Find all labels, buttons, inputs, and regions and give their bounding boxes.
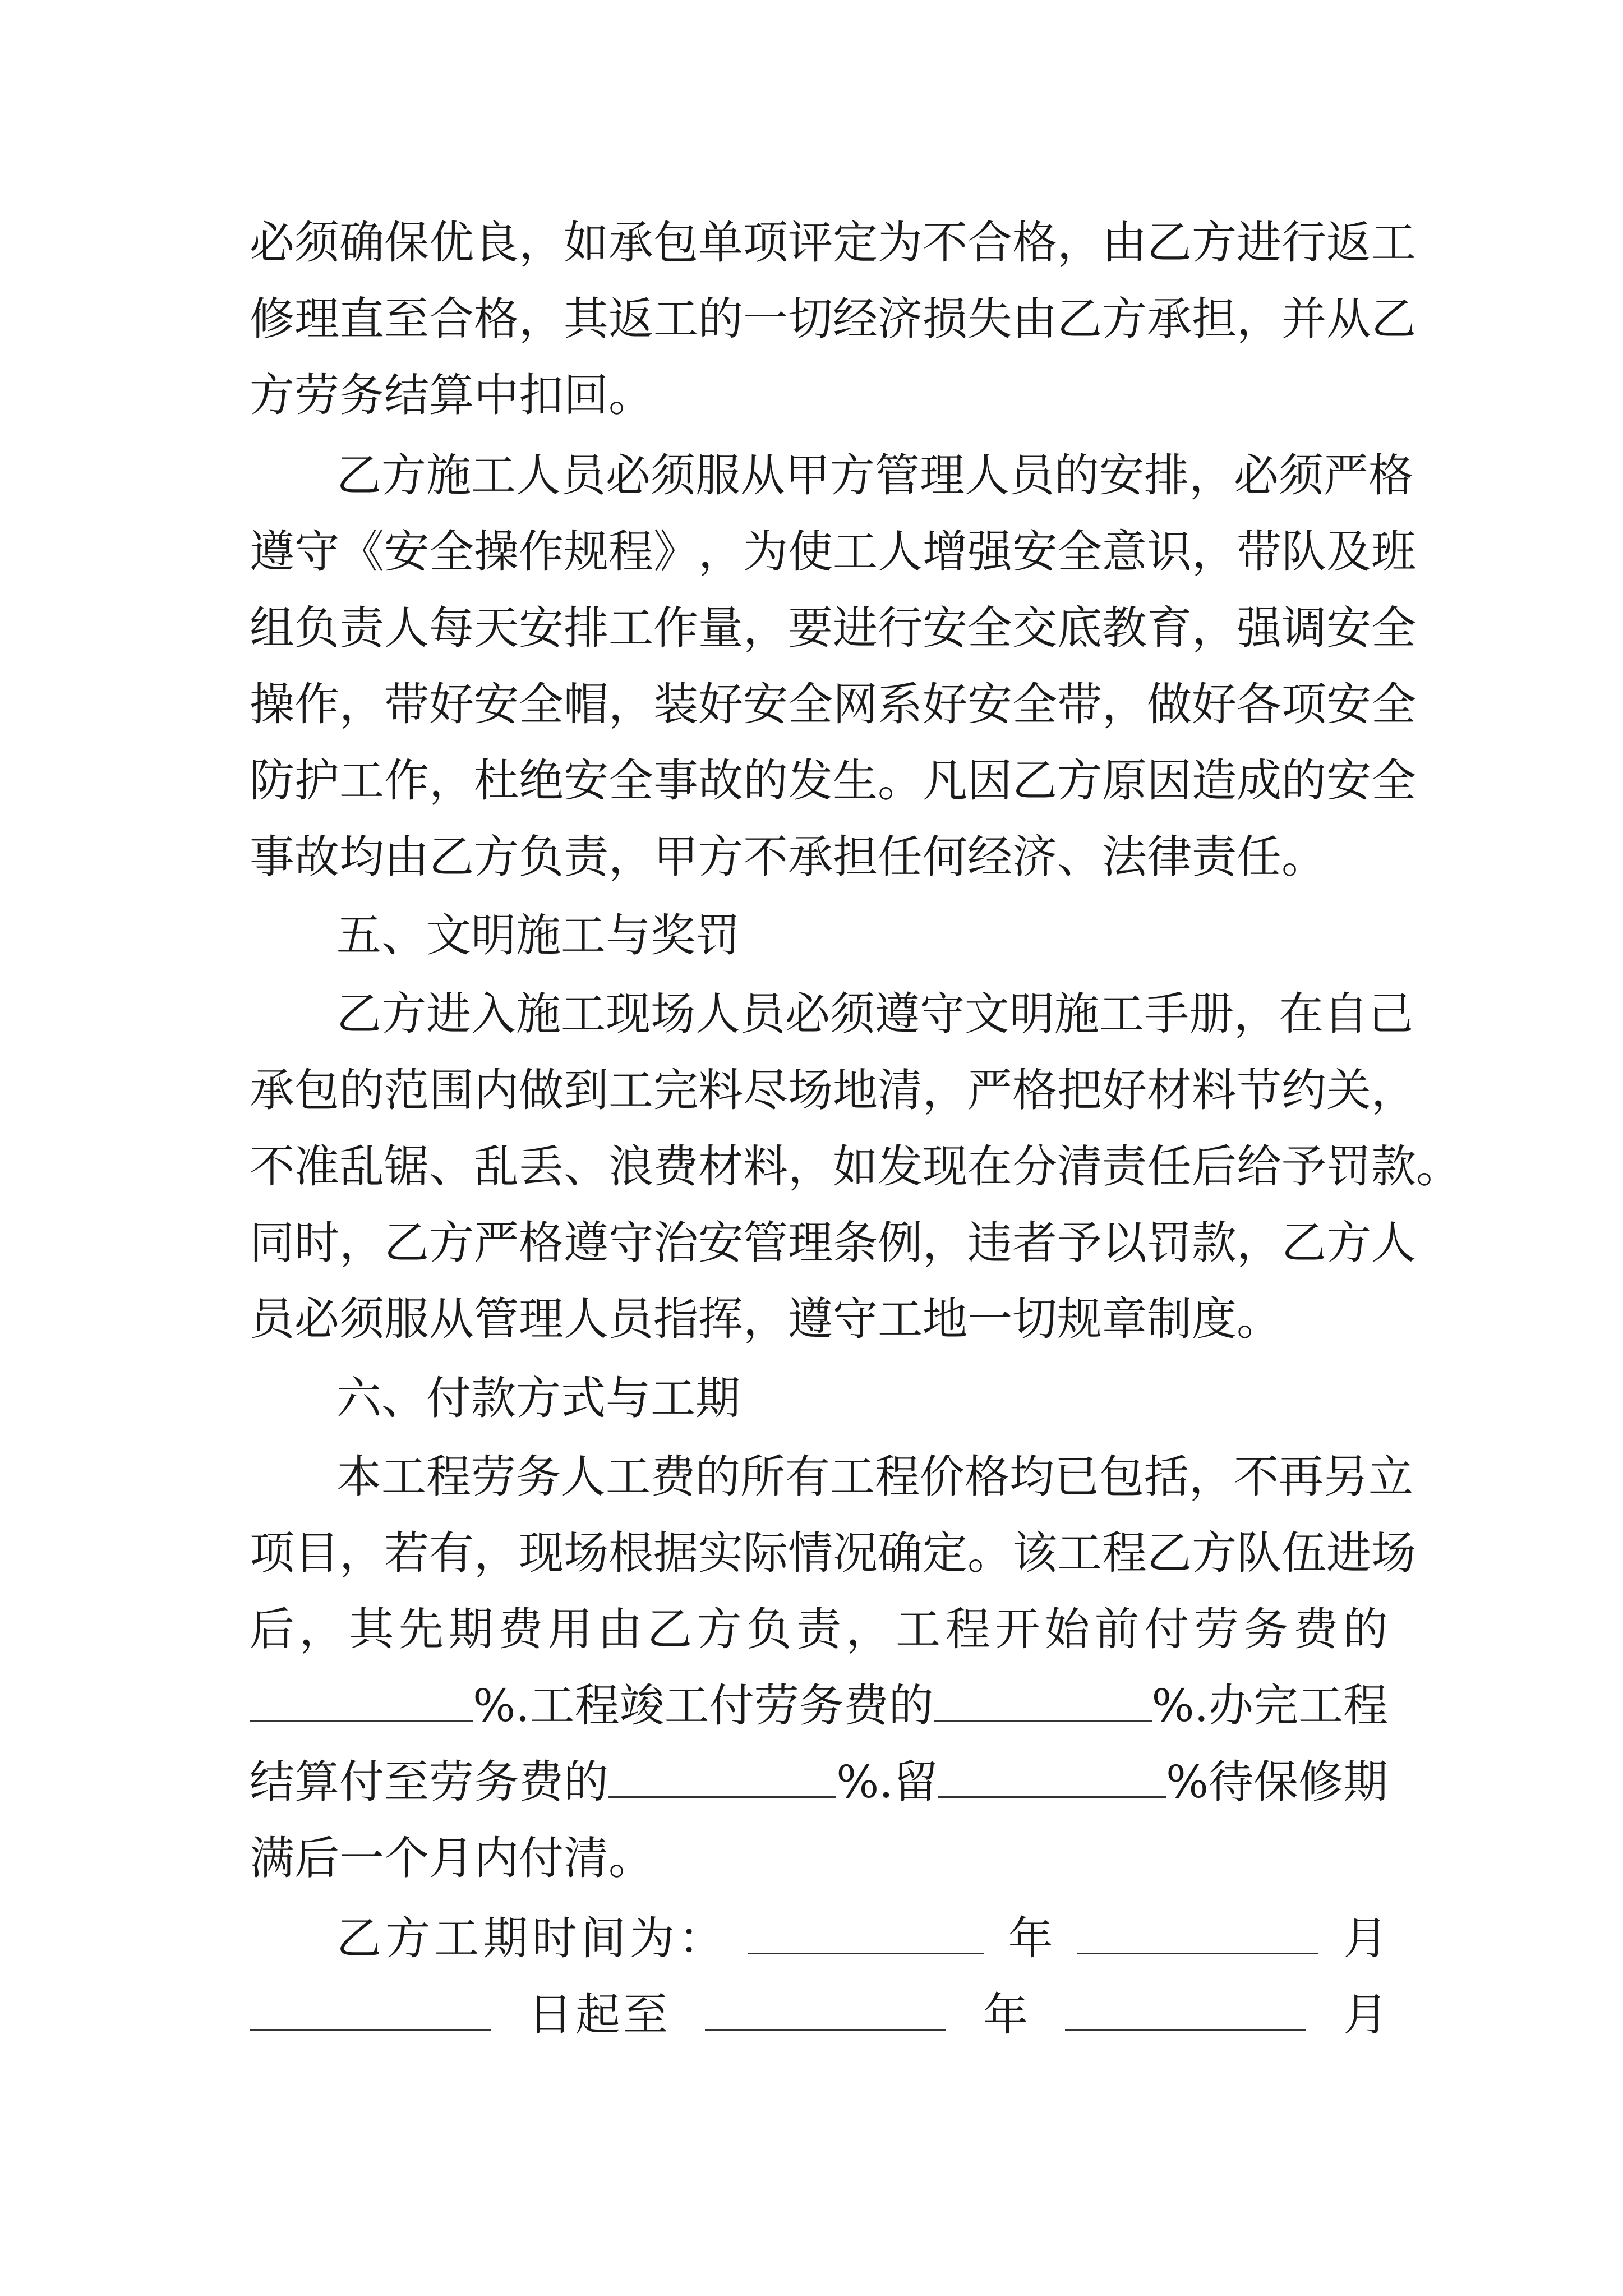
year-label: 年 <box>1008 1912 1053 1964</box>
year-blank[interactable] <box>705 1990 946 2031</box>
payment-text: %.工程竣工付劳务费的 <box>473 1680 934 1732</box>
period-line-1 <box>336 1901 1388 1977</box>
fill-blank[interactable] <box>608 1757 836 1798</box>
text-line: 同 时 ， 乙 方 严 格 遵 守 治 安 管 理 条 例 ， 违 者 予 以 罚 款 ， 乙 方 人 <box>250 1217 1416 1269</box>
payment-text: 结算付至劳务费的 <box>250 1756 608 1808</box>
text-line: 本 工 程 劳 务 人 工 费 的 所 有 工 程 价 格 均 已 包 括 ， 不 再 另 立 <box>336 1451 1413 1503</box>
text-line: 防 护 工 作 ， 杜 绝 安 全 事 故 的 发 生 。 凡 因 乙 方 原 因 造 成 的 安 全 <box>250 754 1416 807</box>
month-label: 月 <box>1343 1989 1388 2041</box>
fill-blank[interactable] <box>934 1681 1152 1722</box>
fill-blank[interactable] <box>250 1681 473 1722</box>
text-line: 满后一个月内付清。 <box>250 1832 653 1884</box>
text-line: 不 准 乱 锯 、 乱 丢 、 浪 费 材 料 ， 如 发 现 在 分 清 责 任 后 给 予 罚 款 。 <box>250 1140 1461 1193</box>
text-line: 项 目 ， 若 有 ， 现 场 根 据 实 际 情 况 确 定 。 该 工 程 乙 方 队 伍 进 场 <box>250 1527 1416 1579</box>
year-label: 年 <box>983 1989 1028 2041</box>
section-heading: 五、文明施工与奖罚 <box>336 909 740 961</box>
text-line: 承 包 的 范 围 内 做 到 工 完 料 尽 场 地 清 ， 严 格 把 好 材 料 节 约 关 ， <box>250 1064 1416 1116</box>
text-line: 组 负 责 人 每 天 安 排 工 作 量 ， 要 进 行 安 全 交 底 教 育 ， 强 调 安 全 <box>250 602 1416 654</box>
year-blank[interactable] <box>748 1913 984 1954</box>
payment-text: %.办完工程 <box>1151 1680 1388 1732</box>
text-line: 后 ， 其 先 期 费 用 由 乙 方 负 责 ， 工 程 开 始 前 付 劳 务 费 的 <box>250 1603 1388 1655</box>
payment-text: %.留 <box>836 1756 938 1808</box>
period-label: 乙 方 工 期 时 间 为 ： <box>336 1912 723 1964</box>
day-from-label: 日 起 至 <box>528 1989 668 2041</box>
month-blank[interactable] <box>1077 1913 1318 1954</box>
text-line: 必 须 确 保 优 良 ， 如 承 包 单 项 评 定 为 不 合 格 ， 由 乙 方 进 行 返 工 <box>250 217 1416 269</box>
month-blank[interactable] <box>1065 1990 1306 2031</box>
text-line: 员必须服从管理人员指挥，遵守工地一切规章制度。 <box>250 1293 1281 1345</box>
period-line-2 <box>250 1977 1388 2053</box>
text-line: 乙 方 进 入 施 工 现 场 人 员 必 须 遵 守 文 明 施 工 手 册 ， 在 自 己 <box>336 988 1413 1040</box>
fill-blank[interactable] <box>938 1757 1166 1798</box>
day-blank[interactable] <box>250 1990 491 2031</box>
text-line: 操 作 ， 带 好 安 全 帽 ， 装 好 安 全 网 系 好 安 全 带 ， 做 好 各 项 安 全 <box>250 678 1416 730</box>
payment-line-2 <box>250 1744 1388 1820</box>
text-line: 方劳务结算中扣回。 <box>250 369 653 421</box>
payment-line-1 <box>250 1668 1388 1744</box>
payment-text: %待保修期 <box>1165 1756 1388 1808</box>
text-line: 修 理 直 至 合 格 ， 其 返 工 的 一 切 经 济 损 失 由 乙 方 承 担 ， 并 从 乙 <box>250 293 1416 345</box>
text-line: 遵 守 《 安 全 操 作 规 程 》 ， 为 使 工 人 增 强 安 全 意 识 ， 带 队 及 班 <box>250 526 1416 578</box>
text-line: 乙 方 施 工 人 员 必 须 服 从 甲 方 管 理 人 员 的 安 排 ， 必 须 严 格 <box>336 449 1413 501</box>
section-heading: 六、付款方式与工期 <box>336 1372 740 1424</box>
text-line: 事故均由乙方负责，甲方不承担任何经济、法律责任。 <box>250 831 1326 883</box>
month-label: 月 <box>1343 1912 1388 1964</box>
